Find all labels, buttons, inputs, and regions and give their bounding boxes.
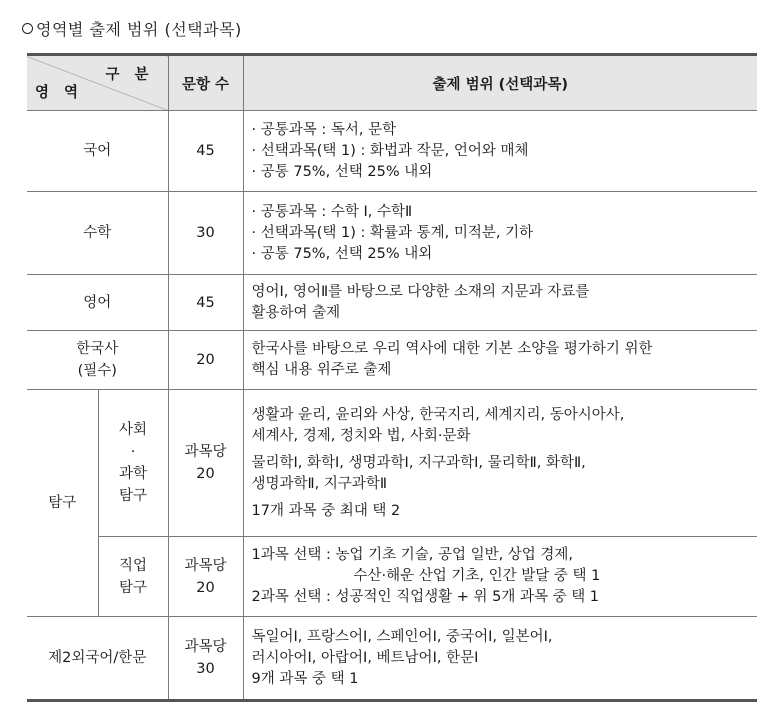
sub-area-text: 과학 (118, 466, 147, 482)
scope-line: 물리학Ⅰ, 화학Ⅰ, 생명과학Ⅰ, 지구과학Ⅰ, 물리학Ⅱ, 화학Ⅱ, (251, 454, 586, 471)
area-cell-inquiry: 탐구 (27, 390, 98, 617)
area-cell: 국어 (27, 111, 168, 192)
table-row-vocational-inquiry (27, 537, 757, 617)
sub-area-text: 사회 (118, 422, 147, 438)
scope-cell (243, 192, 757, 275)
header-row (27, 55, 757, 111)
area-cell (27, 331, 168, 390)
sub-area-text: 탐구 (118, 579, 147, 596)
scope-cell (243, 111, 757, 192)
scope-line: 2과목 선택 : 성공적인 직업생활 + 위 5개 과목 중 택 1 (251, 589, 600, 605)
scope-line: 1과목 선택 : 농업 기초 기술, 공업 일반, 상업 경제, (251, 547, 574, 563)
count-cell: 30 (168, 192, 243, 275)
scope-line: 핵심 내용 위주로 출제 (251, 362, 392, 378)
scope-line: 영어Ⅰ, 영어Ⅱ를 바탕으로 다양한 소재의 지문과 자료를 (251, 283, 590, 300)
scope-line: · 공통과목 : 독서, 문학 (251, 121, 397, 138)
scope-cell (243, 275, 757, 331)
header-count: 문항 수 (168, 55, 243, 111)
page-title (22, 17, 242, 40)
sub-area-text: 탐구 (118, 488, 147, 504)
scope-line: 한국사를 바탕으로 우리 역사에 대한 기본 소양을 평가하기 위한 (251, 341, 653, 357)
scope-cell (243, 390, 757, 537)
scope-line: 세계사, 경제, 정치와 법, 사회·문화 (251, 427, 471, 444)
scope-cell (243, 537, 757, 617)
table-row-english (27, 275, 757, 331)
area-name: 한국사 (76, 341, 119, 357)
scope-line: · 공통과목 : 수학 Ⅰ, 수학Ⅱ (251, 203, 413, 220)
exam-scope-table (27, 53, 757, 702)
count-cell (168, 617, 243, 701)
count-cell: 20 (168, 331, 243, 390)
table-row-math (27, 192, 757, 275)
scope-line: 17개 과목 중 최대 택 2 (251, 502, 401, 519)
scope-cell (243, 617, 757, 701)
scope-line: 생활과 윤리, 윤리와 사상, 한국지리, 세계지리, 동아시아사, (251, 406, 625, 423)
count-cell: 45 (168, 275, 243, 331)
area-cell: 수학 (27, 192, 168, 275)
count-text: 과목당 (184, 444, 227, 460)
sub-area-text: 직업 (118, 557, 147, 574)
count-cell: 45 (168, 111, 243, 192)
scope-line: · 공통 75%, 선택 25% 내외 (251, 245, 433, 262)
scope-line: 9개 과목 중 택 1 (251, 670, 359, 687)
scope-cell (243, 331, 757, 390)
scope-line: 수산·해운 산업 기초, 인간 발달 중 택 1 (353, 568, 601, 584)
scope-line: · 선택과목(택 1) : 확률과 통계, 미적분, 기하 (251, 224, 534, 241)
count-text: 과목당 (184, 557, 227, 574)
header-area-label: 영 역 (35, 85, 84, 101)
table-row-social-science-inquiry (27, 390, 757, 537)
sub-area-cell (98, 537, 168, 617)
table-row-korean-history (27, 331, 757, 390)
count-text: 20 (196, 466, 215, 482)
header-category-label: 구 분 (105, 67, 154, 83)
header-area-category-cell (27, 55, 168, 111)
count-text: 과목당 (184, 639, 227, 655)
sub-area-text: · (130, 444, 136, 460)
scope-line: 러시아어Ⅰ, 아랍어Ⅰ, 베트남어Ⅰ, 한문Ⅰ (251, 649, 479, 666)
scope-line: 독일어Ⅰ, 프랑스어Ⅰ, 스페인어Ⅰ, 중국어Ⅰ, 일본어Ⅰ, (251, 628, 553, 645)
area-cell: 영어 (27, 275, 168, 331)
header-scope: 출제 범위 (선택과목) (243, 55, 757, 111)
count-cell (168, 537, 243, 617)
count-text: 20 (196, 579, 215, 596)
circle-bullet-icon (22, 23, 33, 34)
scope-line: 활용하여 출제 (251, 304, 341, 321)
area-cell: 제2외국어/한문 (27, 617, 168, 701)
sub-area-cell (98, 390, 168, 537)
scope-line: 생명과학Ⅱ, 지구과학Ⅱ (251, 475, 388, 492)
table-row-second-language (27, 617, 757, 701)
area-required-note: (필수) (77, 363, 117, 379)
scope-line: · 선택과목(택 1) : 화법과 작문, 언어와 매체 (251, 142, 529, 159)
count-cell (168, 390, 243, 537)
table-row-korean (27, 111, 757, 192)
scope-line: · 공통 75%, 선택 25% 내외 (251, 163, 433, 180)
count-text: 30 (196, 661, 215, 677)
page-title-text: 영역별 출제 범위 (선택과목) (36, 20, 242, 39)
